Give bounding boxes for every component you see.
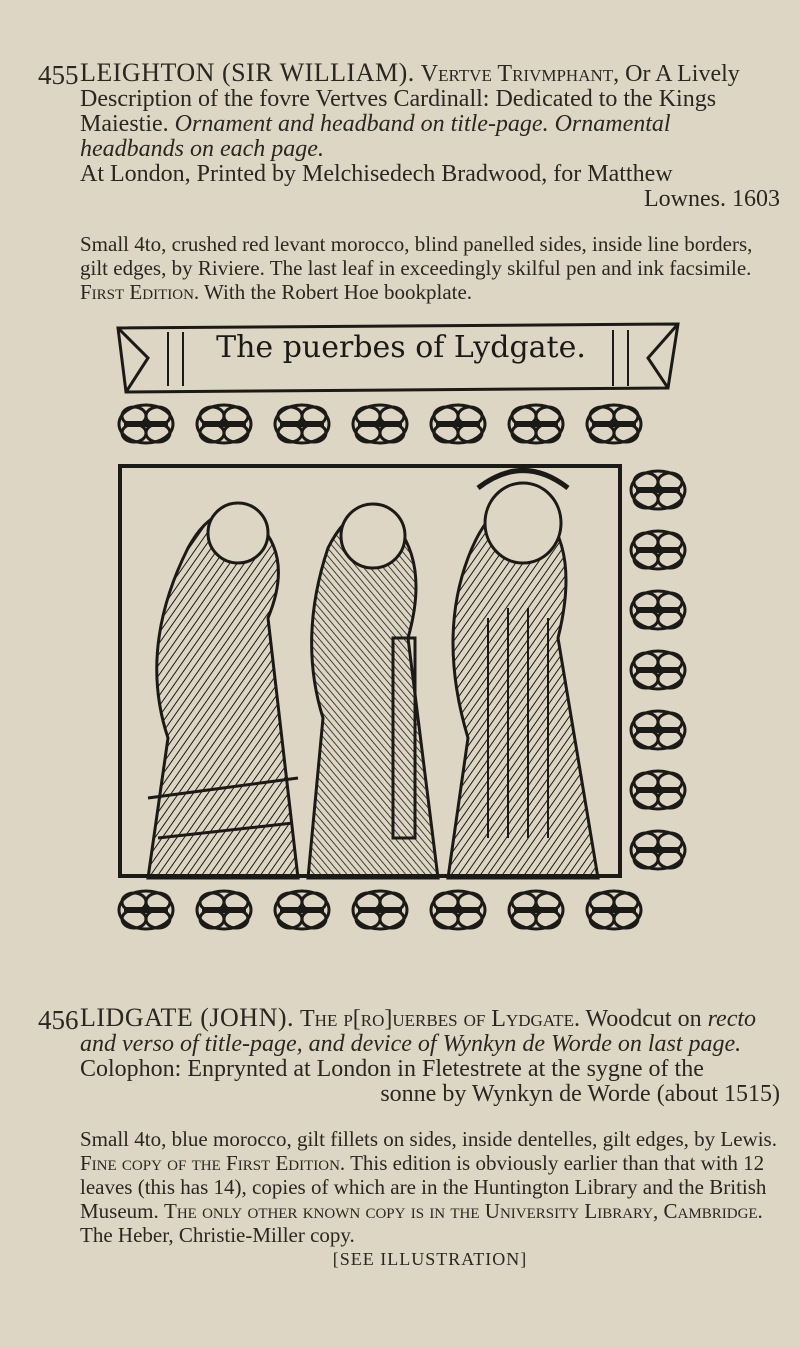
edition-small-caps: First Edition. [80,280,200,304]
entry-456 [38,1005,780,1271]
title-small-caps: The p[ro]uerbes of Lydgate. [300,1006,580,1032]
fine-copy-text: This edition is obviously earlier than that with 12 leaves (this has 14), copies of which are in the Huntington Library and the British Museum. [80,1151,767,1223]
provenance: With the Robert Hoe bookplate. [204,280,473,304]
left-figure [148,503,298,878]
edition-line [80,280,780,304]
author-name: LIDGATE (JOHN). [80,1003,295,1032]
imprint: At London, Printed by Melchisedech Bradwood, for Matthew [80,161,673,187]
fine-copy-small-caps: Fine copy of the First Edition. [80,1151,346,1175]
woodcut-illustration [108,318,694,943]
heber-note: The Heber, Christie-Miller copy. [80,1223,355,1247]
middle-figure [308,504,438,878]
author-name: LEIGHTON (SIR WILLIAM). [80,58,415,87]
woodcut-banner-text: The puerbes of Lydgate. [216,330,586,365]
imprint-date: Lownes. 1603 [644,186,780,212]
entry-number: 456 [38,1005,79,1035]
description-italic: recto and verso of title-page, and device of Wynkyn de Worde on last page. [80,1006,757,1057]
colophon: Colophon: Enprynted at London in Fletestrete at the sygne of the [80,1056,704,1082]
entry-heading [80,1005,780,1107]
binding-note: Small 4to, crushed red levant morocco, blind panelled sides, inside line borders, gilt edges, by Riviere. The last leaf in exceedingly skilful pen and ink facsimile. [80,232,753,280]
entry-number: 455 [38,60,79,90]
title-continuation: Or A Lively Description of the fovre Vertves Cardinall: Dedicated to the Kings Maiestie. [80,61,740,137]
right-figure [448,471,598,879]
colophon-end: sonne by Wynkyn de Worde (about 1515) [380,1081,780,1107]
woodcut-drawing [108,318,694,943]
entry-body [80,232,780,304]
ornament-note: Ornament and headband on title-page. Ornamental headbands on each page. [80,111,671,162]
knot-border-right [631,471,685,869]
knot-border-top [119,405,641,443]
entry-body [80,1127,780,1271]
see-illustration: [SEE ILLUSTRATION] [332,1249,528,1269]
entry-heading [80,60,780,212]
binding-note: Small 4to, blue morocco, gilt fillets on sides, inside dentelles, gilt edges, by Lewis. [80,1127,777,1151]
only-copy-small-caps: The only other known copy is in the University Library, Cambridge. [164,1199,763,1223]
knot-border-bottom [119,891,641,929]
description: Woodcut on [585,1006,702,1032]
title-small-caps: Vertve Trivmphant, [420,61,620,87]
fine-copy-note [80,1151,780,1223]
entry-455 [38,60,780,304]
